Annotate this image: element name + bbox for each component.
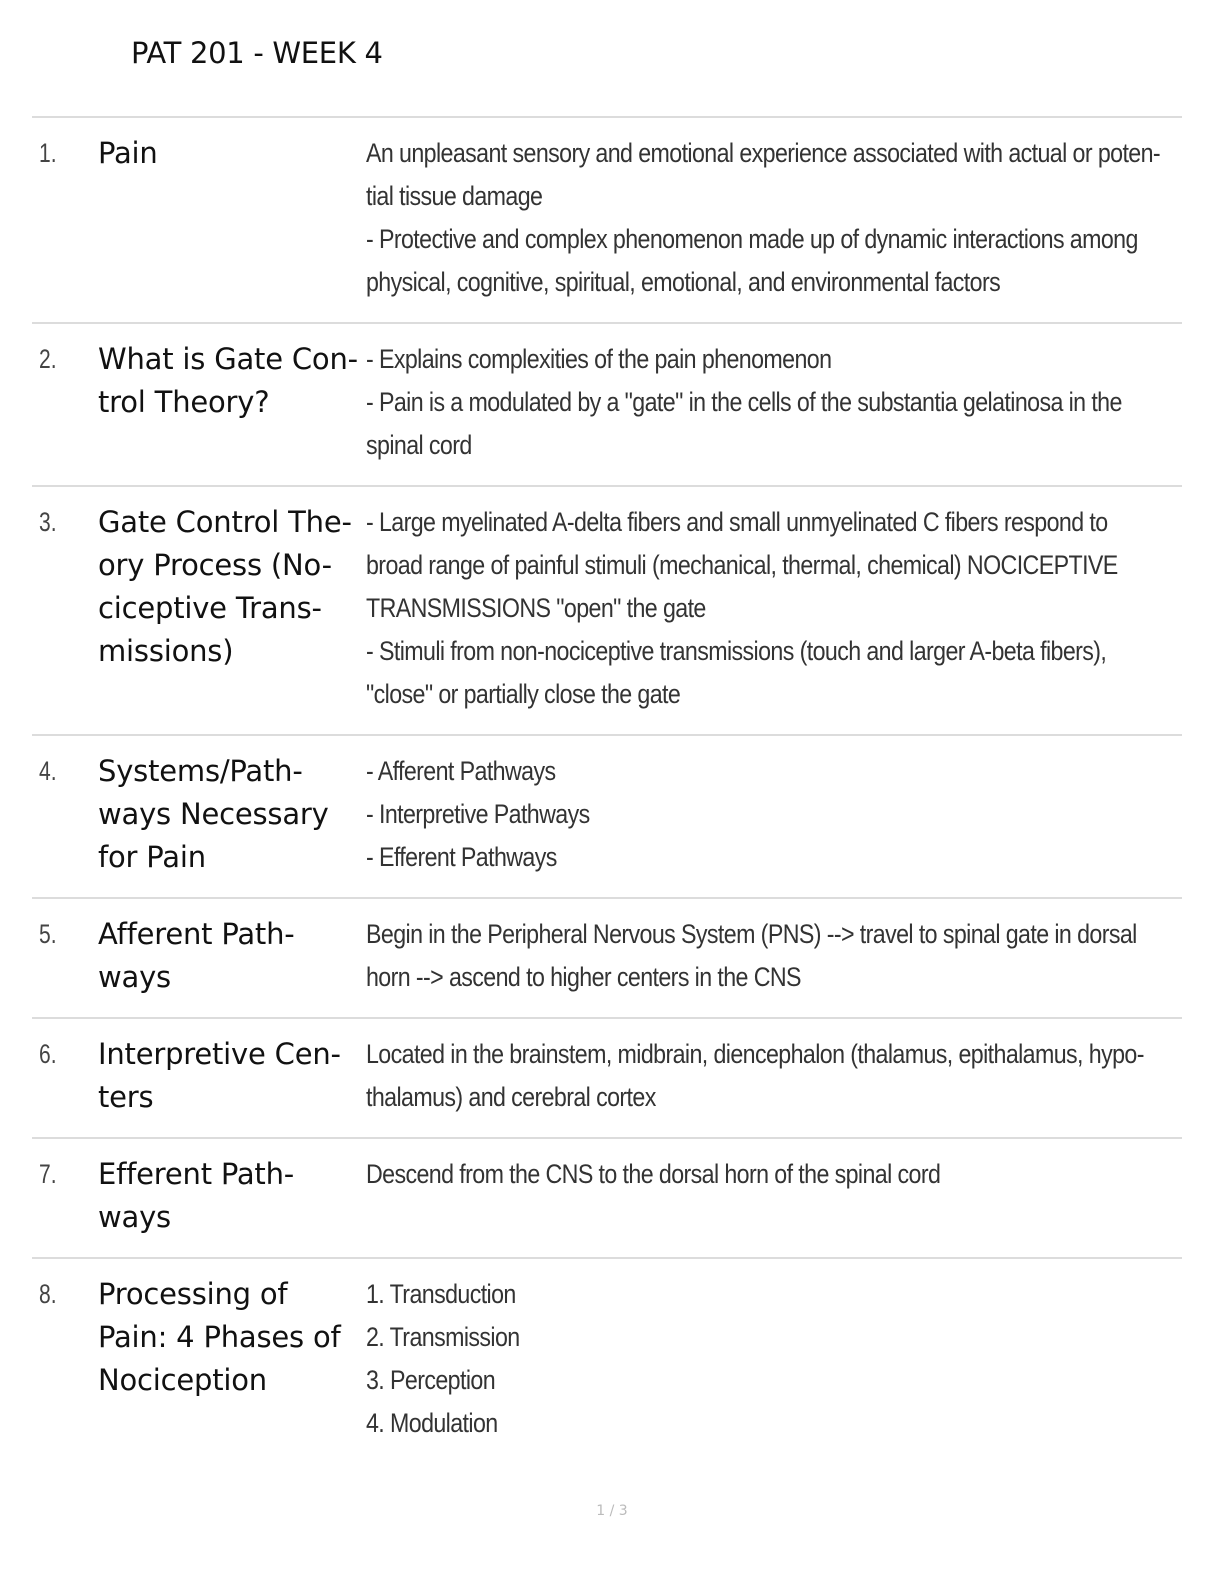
card-number: 8.	[39, 1279, 57, 1309]
card-term: Afferent Path- ways	[98, 917, 295, 994]
card-definition-text: Descend from the CNS to the dorsal horn of the spinal cord	[366, 1159, 941, 1189]
card-definition-text: An unpleasant sensory and emotional experience associated with actual or poten- tial tissue damage - Protective and complex phenomenon made up of dynamic interactions among physical, cognitive, spiritual, emotional, and environmental factors	[366, 138, 1161, 297]
flashcard-row	[32, 736, 1182, 899]
card-definition-text: Begin in the Peripheral Nervous System (PNS) --> travel to spinal gate in dorsal horn --> ascend to higher centers in the CNS	[366, 919, 1137, 992]
flashcard-row	[32, 1259, 1182, 1463]
card-term: Gate Control The- ory Process (No- ciceptive Trans- missions)	[98, 505, 352, 668]
card-term: Interpretive Cen- ters	[98, 1037, 341, 1114]
card-definition	[366, 913, 1182, 999]
card-definition-text: - Large myelinated A-delta fibers and small unmyelinated C fibers respond to broad range of painful stimuli (mechanical, thermal, chemical) NOCICEPTIVE TRANSMISSIONS "open" the gate - Stimuli from non-nociceptive transmissions (touch and larger A-beta fibers), "close" or partially close the gate	[366, 507, 1118, 709]
flashcard-row	[32, 1019, 1182, 1139]
card-definition-text: Located in the brainstem, midbrain, diencephalon (thalamus, epithalamus, hypo- thalamus) and cerebral cortex	[366, 1039, 1144, 1112]
card-number: 5.	[39, 919, 57, 949]
card-term: Processing of Pain: 4 Phases of Nociception	[98, 1277, 341, 1397]
page-number: 1 / 3	[596, 1503, 628, 1519]
page-title: PAT 201 - WEEK 4	[131, 36, 383, 70]
flashcard-row	[32, 487, 1182, 736]
card-number: 2.	[39, 344, 57, 374]
flashcard-row	[32, 1139, 1182, 1259]
card-term: Pain	[98, 136, 158, 170]
card-definition	[366, 1033, 1182, 1119]
flashcard-row	[32, 324, 1182, 487]
flashcard-list	[32, 116, 1182, 1463]
card-term: What is Gate Con- trol Theory?	[98, 342, 358, 419]
card-number: 3.	[39, 507, 57, 537]
card-definition	[366, 501, 1182, 716]
card-definition	[366, 750, 1182, 879]
flashcard-row	[32, 118, 1182, 324]
card-number: 6.	[39, 1039, 57, 1069]
card-term: Systems/Path- ways Necessary for Pain	[98, 754, 329, 874]
card-definition-text: - Afferent Pathways - Interpretive Pathways - Efferent Pathways	[366, 756, 590, 872]
card-definition	[366, 1273, 1182, 1445]
flashcard-row	[32, 899, 1182, 1019]
card-definition	[366, 338, 1182, 467]
card-definition-text: - Explains complexities of the pain phenomenon - Pain is a modulated by a "gate" in the cells of the substantia gelatinosa in the spinal cord	[366, 344, 1122, 460]
card-number: 7.	[39, 1159, 57, 1189]
card-definition-text: 1. Transduction 2. Transmission 3. Perception 4. Modulation	[366, 1279, 520, 1438]
card-definition	[366, 132, 1182, 304]
card-term: Efferent Path- ways	[98, 1157, 295, 1234]
card-definition	[366, 1153, 1182, 1239]
card-number: 4.	[39, 756, 57, 786]
card-number: 1.	[39, 138, 57, 168]
